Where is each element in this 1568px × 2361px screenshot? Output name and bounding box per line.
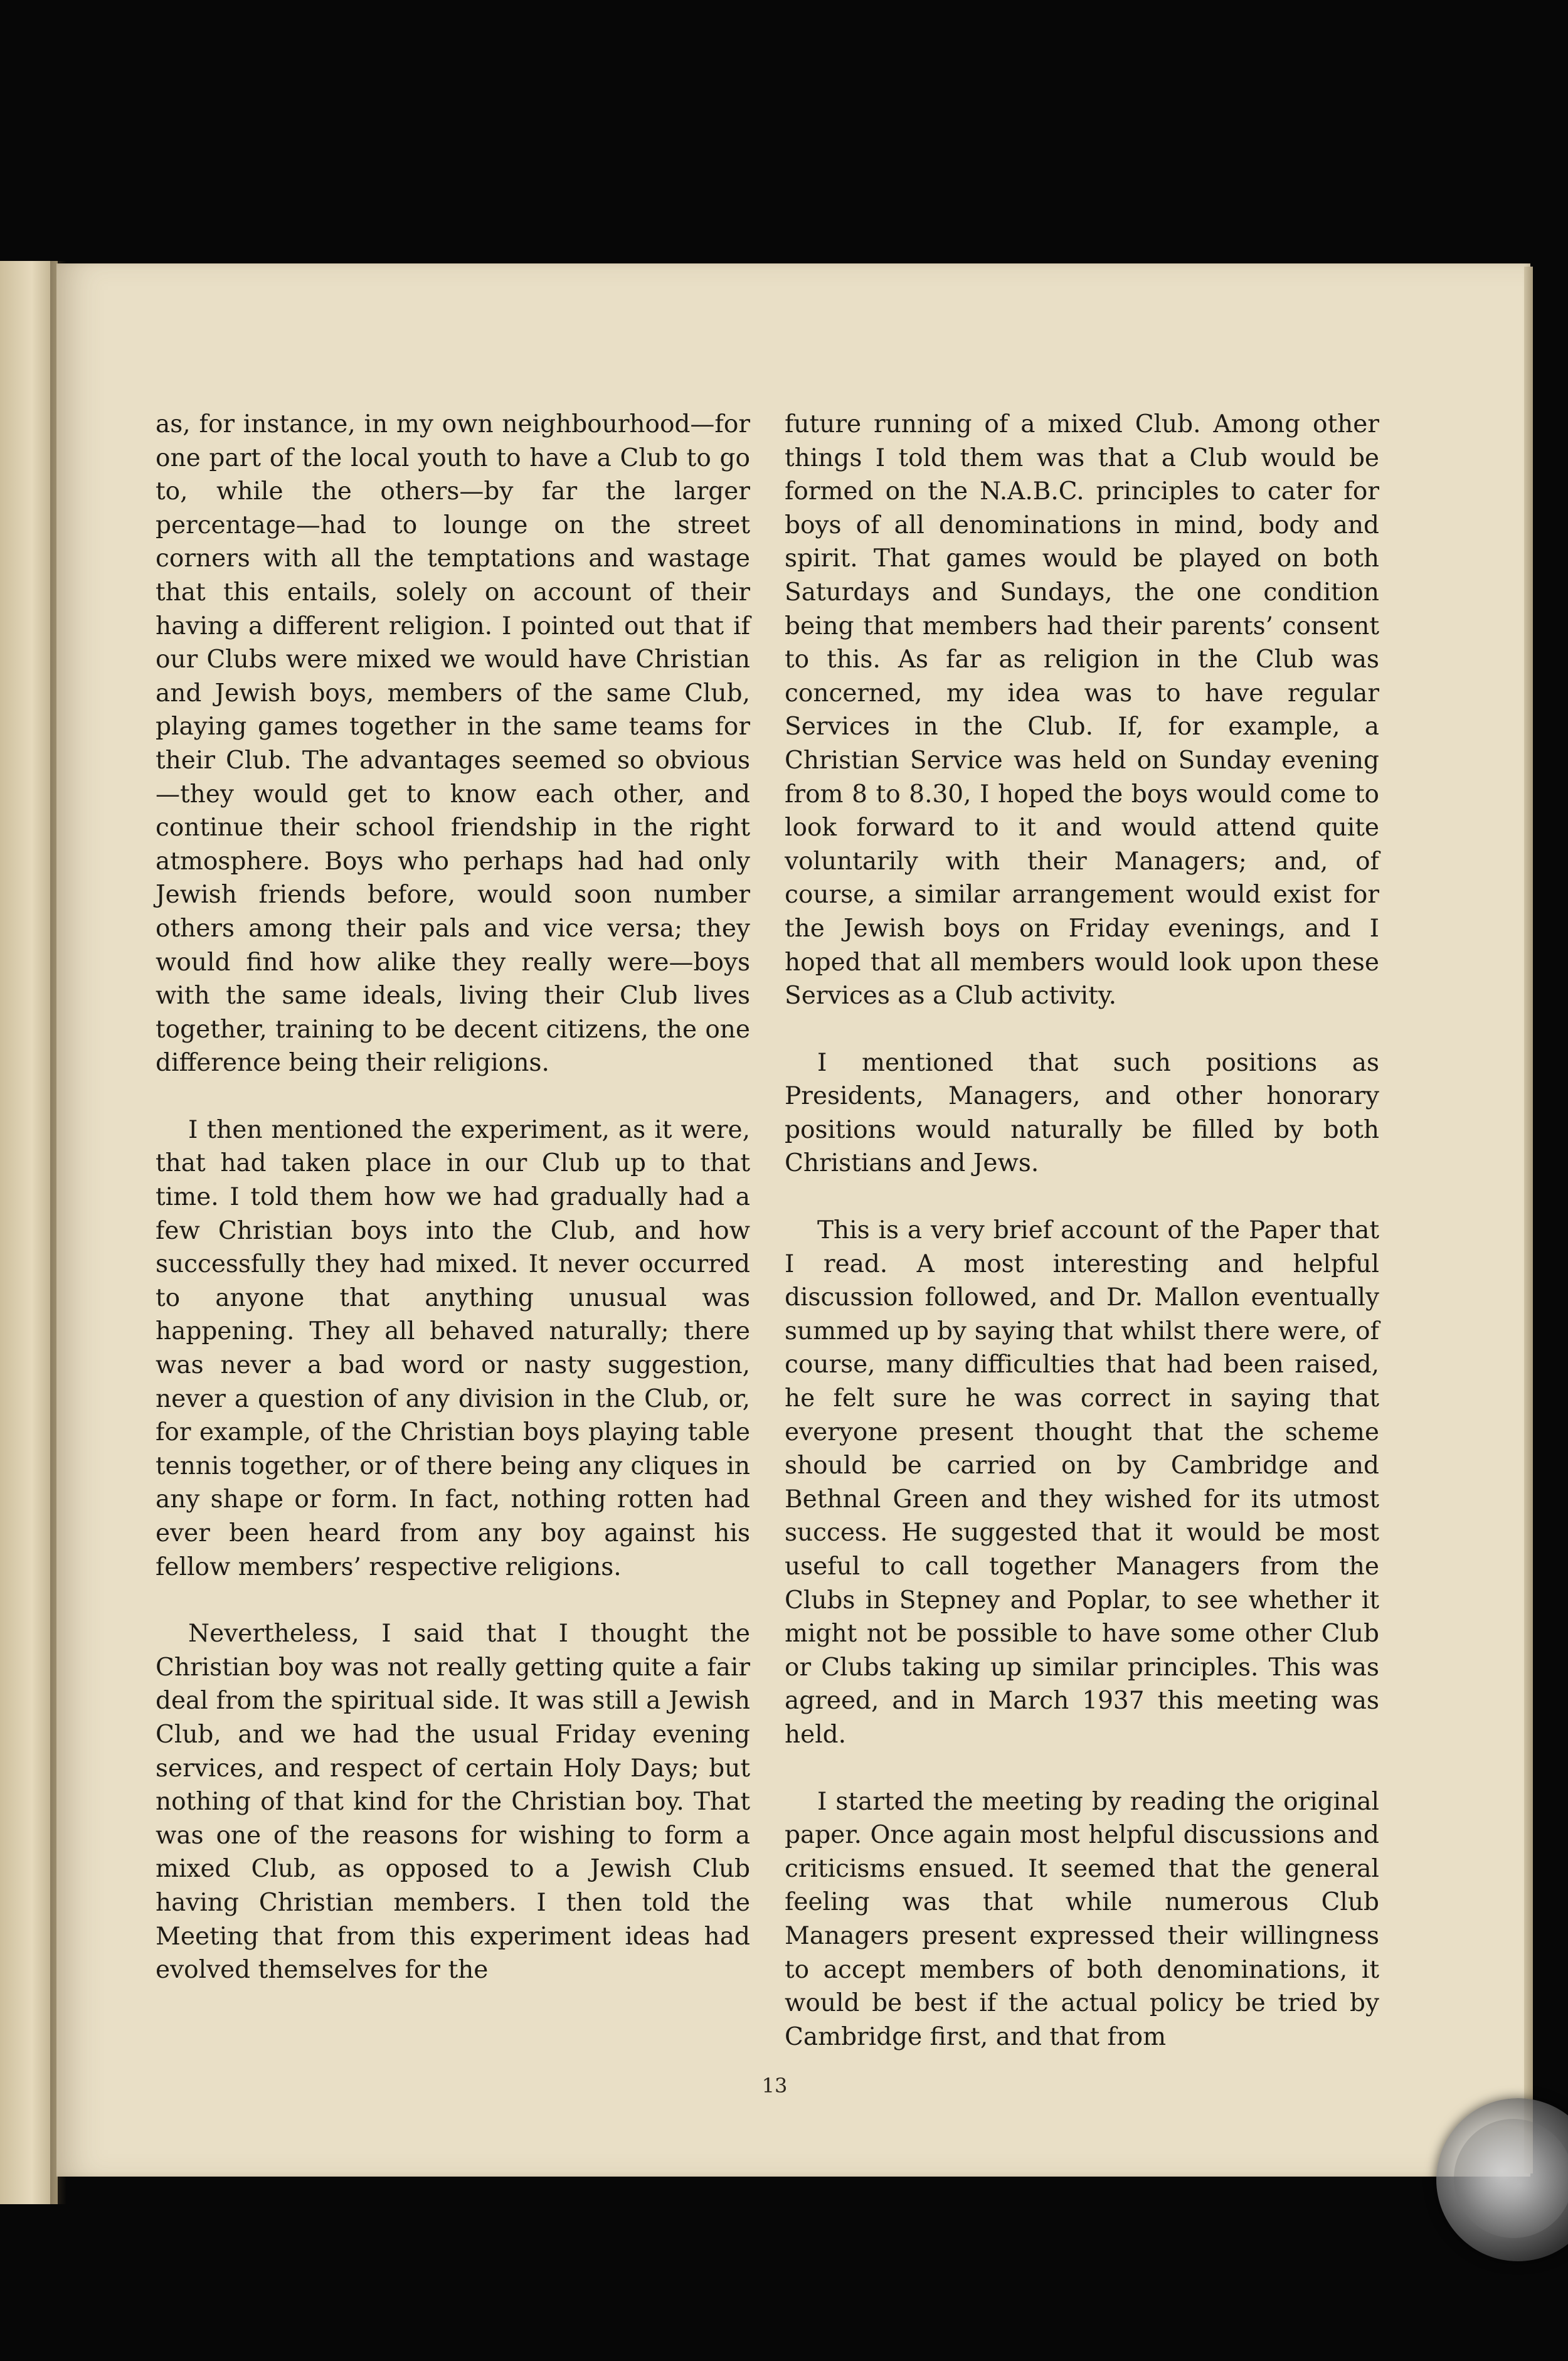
paragraph: Nevertheless, I said that I thought the Christian boy was not really getting quite a fair deal from the spiritual side. It was still a Jewish Club, and we had the usual Friday evening services, and respect of certain Holy Days; but nothing of that kind for the Christian boy. That was one of the reasons for wishing to form a mixed Club, as opposed to a Jewish Club having Christian members. I then told the Meeting that from this experiment ideas had evolved themselves for the <box>156 1620 750 1985</box>
page-edge <box>1524 267 1533 2173</box>
paragraph: I then mentioned the experiment, as it were, that had taken place in our Club up to that time. I told them how we had gradually had a few Christian boys into the Club, and how successfully they had mixed. It never occurred to anyone that anything unusual was happening. They all behaved naturally; there was never a bad word or nasty suggestion, never a question of any division in the Club, or, for example, of the Christian boys playing table tennis together, or of there being any cliques in any shape or form. In fact, nothing rotten had ever been heard from any boy against his fellow members’ respective religions. <box>156 1115 750 1581</box>
paragraph: I mentioned that such positions as Presidents, Managers, and other honorary positions would naturally be filled by both Christians and Jews. <box>785 1048 1379 1178</box>
paragraph: as, for instance, in my own neighbourhood—for one part of the local youth to have a Club to go to, while the others—by far the larger percentage—had to lounge on the street corners with all the temptations and wastage that this entails, solely on account of their having a different religion. I pointed out that if our Clubs were mixed we would have Christian and Jewish boys, members of the same Club, playing games together in the same teams for their Club. The advantages seemed so obvious—they would get to know each other, and continue their school friendship in the right atmosphere. Boys who perhaps had had only Jewish friends before, would soon number others among their pals and vice versa; they would find how alike they really were—boys with the same ideals, living their Club lives together, training to be decent citizens, the one difference being their religions. <box>156 410 750 1078</box>
facing-page-edge <box>0 261 58 2204</box>
page-number: 13 <box>761 2074 788 2098</box>
paragraph: future running of a mixed Club. Among other things I told them was that a Club would be formed on the N.A.B.C. principles to cater for boys of all denominations in mind, body and spirit. That games would be played on both Saturdays and Sundays, the one condition being that members had their parents’ consent to this. As far as religion in the Club was concerned, my idea was to have regular Services in the Club. If, for example, a Christian Service was held on Sunday evening from 8 to 8.30, I hoped the boys would come to look forward to it and would attend quite voluntarily with their Managers; and, of course, a similar arrangement would exist for the Jewish boys on Friday evenings, and I hoped that all members would look upon these Services as a Club activity. <box>785 410 1379 1011</box>
magnifier-lens <box>1454 2119 1568 2238</box>
left-text-column <box>156 408 750 2020</box>
paragraph: This is a very brief account of the Paper that I read. A most interesting and helpful discussion followed, and Dr. Mallon eventually summed up by saying that whilst there were, of course, many difficulties that had been raised, he felt sure he was correct in saying that everyone present thought that the scheme should be carried on by Cambridge and Bethnal Green and they wished for its utmost success. He suggested that it would be most useful to call together Managers from the Clubs in Stepney and Poplar, to see whether it might not be possible to have some other Club or Clubs taking up similar principles. This was agreed, and in March 1937 this meeting was held. <box>785 1216 1379 1749</box>
right-text-column <box>785 408 1379 2087</box>
paragraph: I started the meeting by reading the original paper. Once again most helpful discussions and criticisms ensued. It seemed that the general feeling was that while numerous Club Managers present expressed their willingness to accept members of both denominations, it would be best if the actual policy be tried by Cambridge first, and that from <box>785 1787 1379 2051</box>
